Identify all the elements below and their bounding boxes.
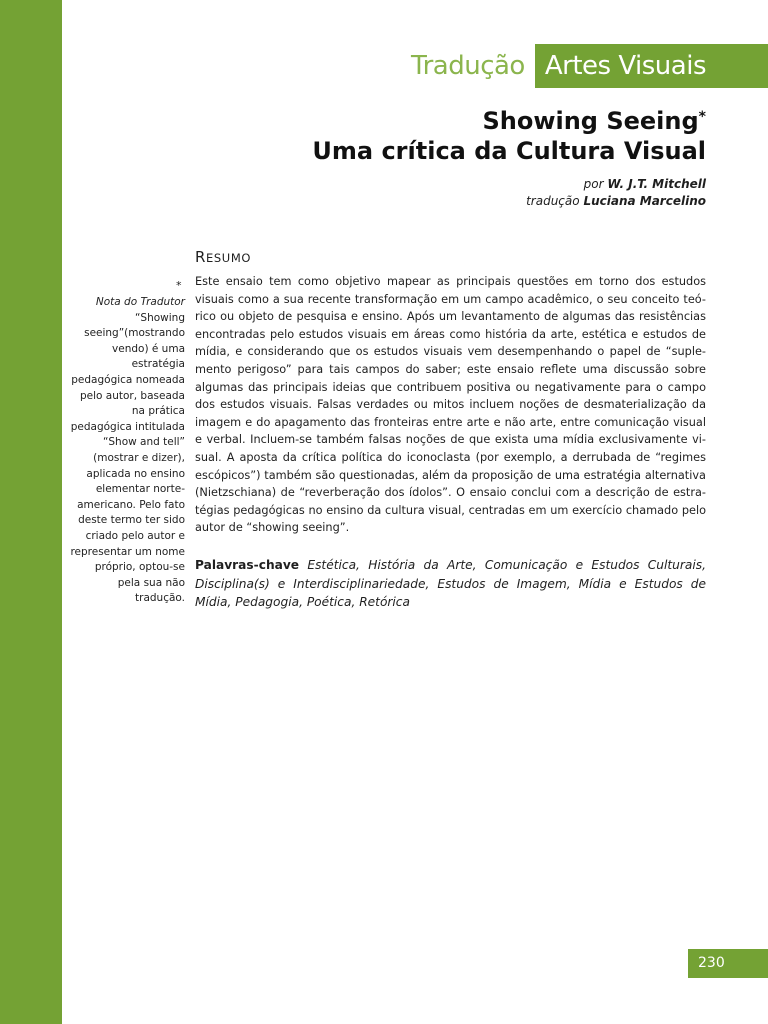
byline xyxy=(526,176,706,210)
title-footnote-mark: * xyxy=(698,109,706,125)
abstract-heading-initial: R xyxy=(195,248,207,266)
abstract-text: Este ensaio tem como objetivo mapear as principais questões em torno dos estudos visuais como a sua recente transformação em um campo acadêmico, o seu conceito teó-rico ou objeto de pesquisa e ensino. Após um levantamento de algumas das resistências encontradas pelo estudos visuais em áreas como história da arte, estética e estudos de mídia, e considerando que os estudos visuais vem desempenhando o papel de “suple-mento perigoso” para tais campos do saber; este ensaio reflete uma discussão sobre algumas das principais ideias que contribuem positiva ou negativamente para o campo dos estudos visuais. Falsas verdades ou mitos incluem noções de desmaterialização da imagem e do apagamento das fronteiras entre arte e não arte, entre comunicação visual e verbal. Incluem-se também falsas noções de que exista uma mídia exclusivamente vi-sual. A aposta da crítica política do iconoclasta (por exemplo, a derrubada de “regimes escópicos”) também são questionadas, além da proposição de uma estratégia alternativa (Nietzschiana) de “reverberação dos ídolos”. O ensaio conclui com a descrição de estra-tégias pedagógicas no ensino da cultura visual, centradas em um exercício chamado pelo autor de “showing seeing”. xyxy=(195,275,706,535)
translator-note xyxy=(70,295,185,607)
section-header xyxy=(411,44,768,88)
keywords xyxy=(195,556,706,612)
side-note-mark: * xyxy=(176,279,182,292)
title-line-2: Uma crítica da Cultura Visual xyxy=(312,137,706,165)
author-line xyxy=(526,176,706,193)
page-number: 230 xyxy=(688,949,768,978)
translator-note-title: Nota do Tradutor xyxy=(95,296,185,308)
translator-prefix: tradução xyxy=(526,194,580,208)
abstract-heading xyxy=(195,248,251,266)
author-prefix: por xyxy=(583,177,604,191)
section-label: Tradução xyxy=(411,51,525,81)
translator-line xyxy=(526,193,706,210)
section-tag: Artes Visuais xyxy=(535,44,768,88)
left-accent-bar xyxy=(0,0,62,1024)
title-main: Showing Seeing xyxy=(482,107,699,135)
keywords-label: Palavras-chave xyxy=(195,558,300,572)
abstract-heading-rest: ESUMO xyxy=(206,251,251,265)
translator-note-text: “Showing seeing”(mostrando vendo) é uma estratégia pedagógica nomeada pelo autor, baseada na prática pedagógica intitulada “Show and tell” (mostrar e dizer), aplicada no ensino elementar norte-americano. Pelo fato deste termo ter sido criado pelo autor e representar um nome próprio, optou-se pela sua não tradução. xyxy=(70,311,185,605)
title-line-1 xyxy=(312,106,706,136)
article-title xyxy=(312,106,706,166)
keywords-list: Estética, História da Arte, Comunicação e Estudos Culturais, Disciplina(s) e Interdisciplinariedade, Estudos de Imagem, Mídia e Estudos de Mídia, Pedagogia, Poética, Retórica xyxy=(195,558,706,609)
author-name: W. J.T. Mitchell xyxy=(607,177,706,191)
translator-name: Luciana Marcelino xyxy=(583,194,706,208)
